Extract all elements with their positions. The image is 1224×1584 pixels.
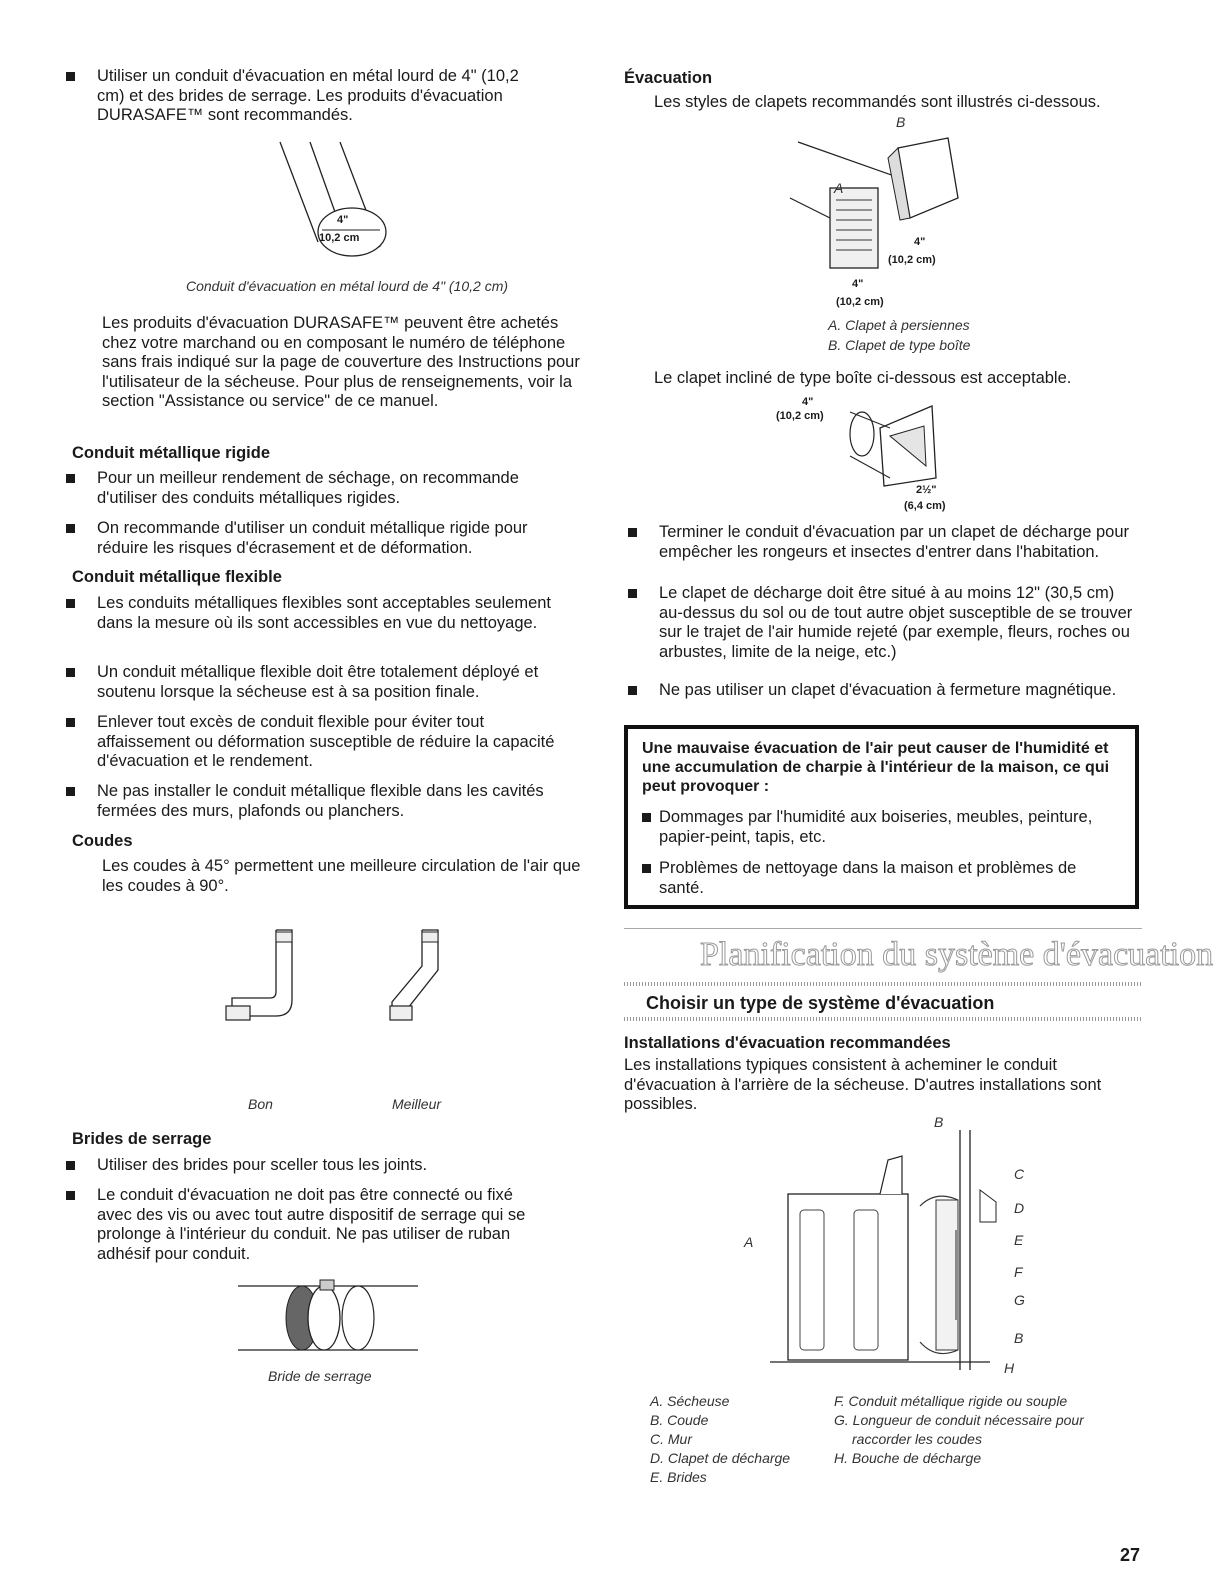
legend-right: F. Conduit métallique rigide ou souple G. Longueur de conduit nécessaire pour raccorder les coudes H. Bouche de décharge (834, 1393, 1084, 1466)
diagram-label-c: C (1014, 1166, 1025, 1182)
recommended-text: Les installations typiques consistent à acheminer le conduit d'évacuation à l'arrière de la sécheuse. D'autres installations sont possibles. (624, 1056, 1102, 1113)
exhaust-hoods-illustration (790, 128, 990, 298)
diagram-label-d: D (1014, 1200, 1025, 1216)
louver-dim: 4" (852, 278, 864, 290)
louver-dim-cm: (10,2 cm) (836, 296, 884, 308)
elbow-caption-better: Meilleur (392, 1096, 442, 1112)
elbows-text: Les coudes à 45° permettent une meilleure circulation de l'air que les coudes à 90°. (102, 857, 581, 895)
hood-caption-a: A. Clapet à persiennes (828, 317, 970, 333)
durasafe-paragraph: Les produits d'évacuation DURASAFE™ peuvent être achetés chez votre marchand ou en composant le numéro de téléphone sans frais indiqué sur la page de couverture des Instructions pour l'utilisateur de la sécheuse. Pour plus de renseignements, voir la section "Assistance ou service" de ce manuel. (102, 314, 580, 410)
legend-left: A. Sécheuse B. Coude C. Mur D. Clapet de décharge E. Brides (650, 1393, 791, 1485)
angled-hood-text: Le clapet incliné de type boîte ci-dessous est acceptable. (654, 369, 1072, 387)
flexible-bullet-3: Enlever tout excès de conduit flexible pour éviter tout affaissement ou déformation susceptible de réduire la capacité d'évacuation et le rendement. (62, 713, 572, 772)
box-hood-dim: 4" (914, 236, 926, 248)
rigid-heading: Conduit métallique rigide (72, 444, 271, 462)
choose-dotted-rule (624, 1017, 1142, 1021)
warning-box (624, 725, 1139, 909)
bullet-marker (66, 72, 75, 81)
diagram-label-a: A (744, 1234, 754, 1250)
angled-depth-inch: 2½" (916, 484, 937, 496)
installation-diagram (770, 1130, 990, 1370)
section-dotted-rule (624, 982, 1142, 986)
box-hood-dim-cm: (10,2 cm) (888, 254, 936, 266)
elbow-45-illustration (384, 930, 444, 1020)
choose-heading: Choisir un type de système d'évacuation (646, 993, 995, 1013)
duct-dimension-inch: 4" (337, 214, 349, 226)
exhaust-bullet-2: Le clapet de décharge doit être situé à au moins 12" (30,5 cm) au-dessus du sol ou de tout autre objet susceptible de se trouver sur le trajet de l'air humide rejeté (par exemple, fleurs, roches ou arbustes, limite de la neige, etc.) (624, 584, 1134, 662)
flexible-bullet-1: Les conduits métalliques flexibles sont acceptables seulement dans la mesure où ils sont accessibles en vue du nettoyage. (62, 594, 582, 633)
duct-dimension-cm: 10,2 cm (319, 232, 360, 244)
flexible-bullet-4: Ne pas installer le conduit métallique flexible dans les cavités fermées des murs, plafonds ou planchers. (62, 782, 592, 821)
diagram-label-b-bottom: B (1014, 1330, 1024, 1346)
section-top-rule (624, 928, 1142, 929)
exhaust-text: Les styles de clapets recommandés sont illustrés ci-dessous. (654, 93, 1101, 111)
duct-caption: Conduit d'évacuation en métal lourd de 4" (10,2 cm) (186, 278, 509, 294)
exhaust-heading: Évacuation (624, 69, 713, 87)
clamps-bullet-2: Le conduit d'évacuation ne doit pas être connecté ou fixé avec des vis ou avec tout autre dispositif de serrage qui se prolonge à l'intérieur du conduit. Ne pas utiliser de ruban adhésif pour conduit. (62, 1186, 552, 1264)
elbows-heading: Coudes (72, 832, 133, 850)
diagram-label-e: E (1014, 1232, 1024, 1248)
rigid-bullet-1: Pour un meilleur rendement de séchage, on recommande d'utiliser des conduits métalliques rigides. (62, 469, 572, 508)
hood-caption-b: B. Clapet de type boîte (828, 337, 971, 353)
elbow-90-illustration (224, 930, 314, 1020)
angled-dim-cm: (10,2 cm) (776, 410, 824, 422)
flexible-bullet-2: Un conduit métallique flexible doit être totalement déployé et soutenu lorsque la sécheuse est à sa position finale. (62, 663, 592, 702)
clamp-caption: Bride de serrage (268, 1368, 372, 1384)
diagram-label-h: H (1004, 1360, 1015, 1376)
page-number: 27 (1120, 1545, 1141, 1565)
exhaust-bullet-3: Ne pas utiliser un clapet d'évacuation à fermeture magnétique. (624, 681, 1134, 701)
diagram-label-f: F (1014, 1264, 1023, 1280)
warning-item-2: Problèmes de nettoyage dans la maison et problèmes de santé. (642, 859, 1121, 898)
angled-depth-cm: (6,4 cm) (904, 500, 946, 512)
exhaust-bullet-1: Terminer le conduit d'évacuation par un clapet de décharge pour empêcher les rongeurs et insectes d'entrer dans l'habitation. (624, 523, 1134, 562)
warning-title: Une mauvaise évacuation de l'air peut causer de l'humidité et une accumulation de charpie à l'intérieur de la maison, ce qui peut provoquer : (642, 740, 1110, 795)
clamp-illustration (238, 1278, 418, 1358)
section-title: Planification du système d'évacuation (700, 936, 1214, 973)
hood-label-a: A (834, 180, 844, 196)
clamps-heading: Brides de serrage (72, 1130, 212, 1148)
elbow-caption-good: Bon (248, 1096, 273, 1112)
warning-item-1: Dommages par l'humidité aux boiseries, meubles, peinture, papier-peint, tapis, etc. (642, 808, 1121, 847)
diagram-label-b-top: B (934, 1114, 944, 1130)
heavy-metal-duct-illustration (280, 142, 420, 262)
recommended-heading: Installations d'évacuation recommandées (624, 1034, 951, 1052)
clamps-bullet-1: Utiliser des brides pour sceller tous les joints. (62, 1156, 572, 1176)
intro-bullet: Utiliser un conduit d'évacuation en métal lourd de 4" (10,2 cm) et des brides de serrage. Les produits d'évacuation DURASAFE™ sont recommandés. (62, 67, 532, 126)
diagram-label-g: G (1014, 1292, 1025, 1308)
flexible-heading: Conduit métallique flexible (72, 568, 282, 586)
rigid-bullet-2: On recommande d'utiliser un conduit métallique rigide pour réduire les risques d'écrasement et de déformation. (62, 519, 572, 558)
angled-dim-inch: 4" (802, 396, 814, 408)
hood-label-b: B (896, 114, 906, 130)
